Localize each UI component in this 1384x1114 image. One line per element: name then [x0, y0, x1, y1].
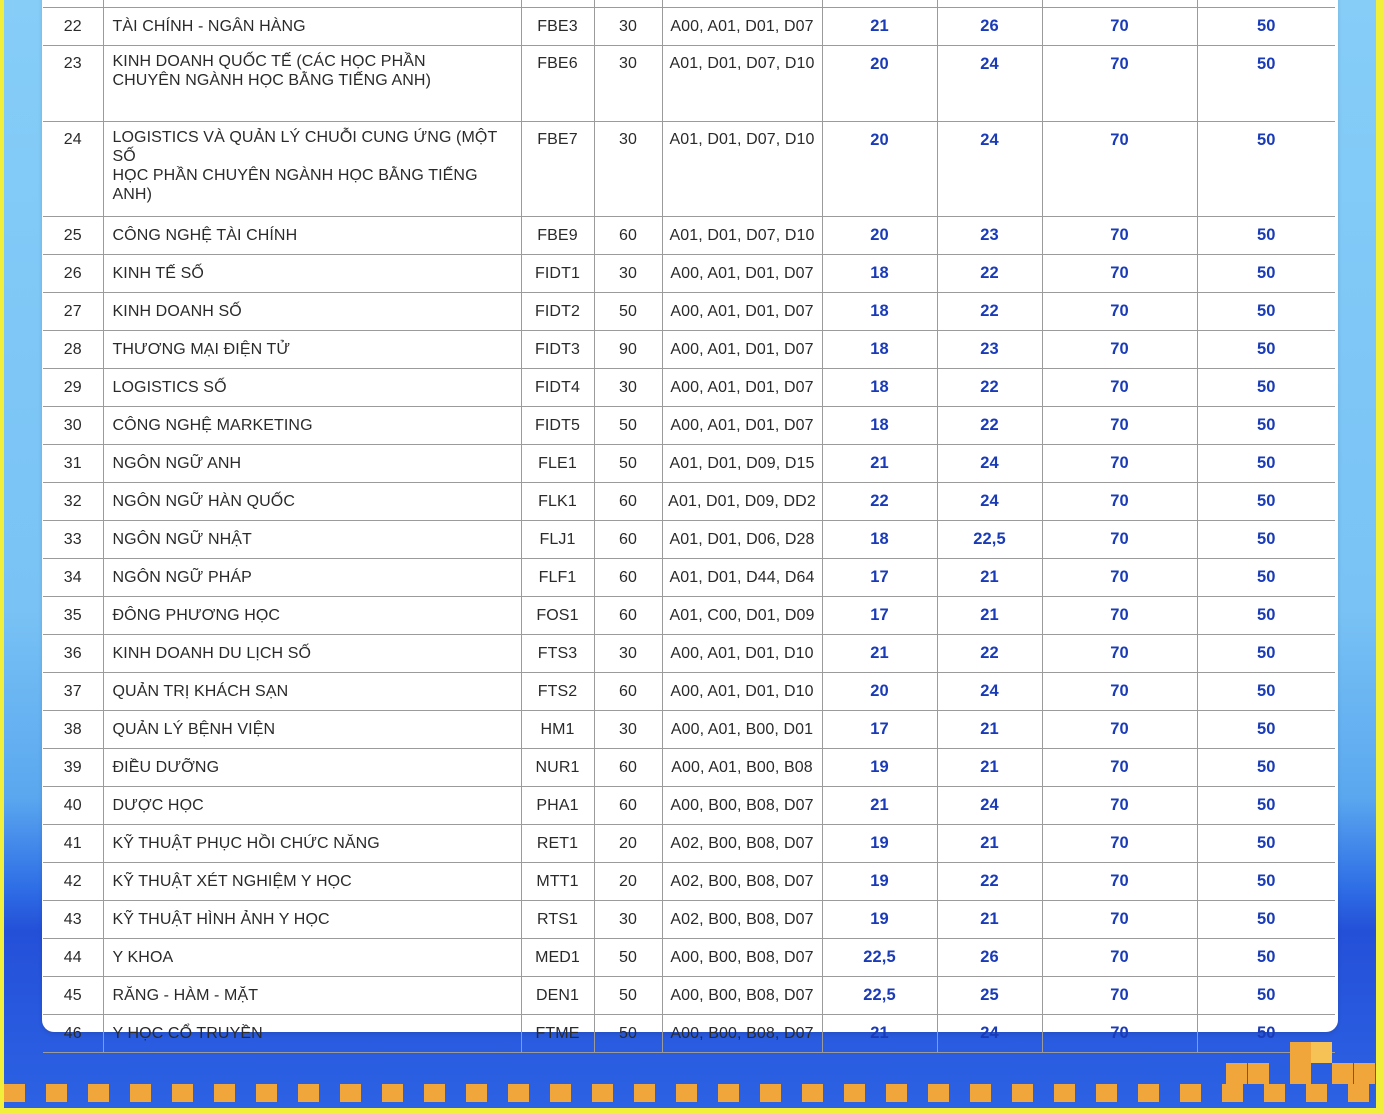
program-name-cell: [103, 255, 521, 293]
score-cell-2: 22: [937, 635, 1042, 673]
table-row-partial: [43, 0, 1335, 8]
score-cell-1: 19: [822, 863, 937, 901]
program-name-cell: [103, 521, 521, 559]
table-row: [43, 673, 1335, 711]
score-cell-4: 50: [1197, 521, 1335, 559]
score-cell-3: 70: [1042, 559, 1197, 597]
score-cell-4: 50: [1197, 597, 1335, 635]
admission-table-card: [42, 0, 1338, 1042]
score-cell-1: 21: [822, 1015, 937, 1053]
table-row: [43, 1015, 1335, 1053]
subject-combination-cell: A02, B00, B08, D07: [662, 901, 822, 939]
program-code-cell: FLJ1: [521, 521, 594, 559]
score-cell-3: 70: [1042, 977, 1197, 1015]
program-code-cell: RTS1: [521, 901, 594, 939]
row-number-cell: 26: [43, 255, 103, 293]
program-name-cell: [103, 597, 521, 635]
program-code-cell: HM1: [521, 711, 594, 749]
program-name-cell: [103, 8, 521, 46]
score-cell-2: 21: [937, 901, 1042, 939]
quota-cell: 50: [594, 977, 662, 1015]
score-cell-1: 17: [822, 559, 937, 597]
quota-cell: 60: [594, 673, 662, 711]
subject-combination-cell: A00, A01, D01, D07: [662, 255, 822, 293]
quota-cell: 60: [594, 597, 662, 635]
quota-cell: 60: [594, 787, 662, 825]
subject-combination-cell: A01, D01, D09, D15: [662, 445, 822, 483]
program-code-cell: FLE1: [521, 445, 594, 483]
table-row: [43, 939, 1335, 977]
score-cell-3: 70: [1042, 939, 1197, 977]
table-row: [43, 46, 1335, 122]
pixel-decoration: [1248, 1063, 1269, 1084]
program-name-cell: [103, 901, 521, 939]
program-code-cell: FTME: [521, 1015, 594, 1053]
subject-combination-cell: A00, A01, D01, D07: [662, 293, 822, 331]
score-cell-1: 21: [822, 635, 937, 673]
row-number-cell: 39: [43, 749, 103, 787]
score-cell-1: 22,5: [822, 977, 937, 1015]
table-row: [43, 597, 1335, 635]
program-name-cell: [103, 445, 521, 483]
program-name-line: NGÔN NGỮ HÀN QUỐC: [112, 493, 295, 510]
pixel-decoration: [1354, 1063, 1375, 1084]
score-cell-2: 24: [937, 483, 1042, 521]
quota-cell: 60: [594, 559, 662, 597]
program-code-cell: FIDT1: [521, 255, 594, 293]
score-cell-1: 20: [822, 122, 937, 217]
subject-combination-cell: A02, B00, B08, D07: [662, 863, 822, 901]
score-cell-2: 26: [937, 8, 1042, 46]
score-cell-3: 70: [1042, 749, 1197, 787]
score-cell-2: 24: [937, 1015, 1042, 1053]
row-number-cell: 31: [43, 445, 103, 483]
subject-combination-cell: A01, D01, D07, D10: [662, 122, 822, 217]
subject-combination-cell: A00, A01, D01, D10: [662, 673, 822, 711]
score-cell-4: 50: [1197, 939, 1335, 977]
subject-combination-cell: A02, B00, B08, D07: [662, 825, 822, 863]
program-name-cell: [103, 635, 521, 673]
table-row: [43, 217, 1335, 255]
table-row: [43, 635, 1335, 673]
row-number-cell: 25: [43, 217, 103, 255]
score-cell-2: 24: [937, 46, 1042, 122]
score-cell-4: 50: [1197, 217, 1335, 255]
row-number-cell: 37: [43, 673, 103, 711]
row-number-cell: 32: [43, 483, 103, 521]
table-row: [43, 8, 1335, 46]
program-code-cell: MED1: [521, 939, 594, 977]
program-name-line: KINH DOANH QUỐC TẾ (CÁC HỌC PHẦN: [112, 53, 426, 70]
quota-cell: 30: [594, 369, 662, 407]
program-name-line: KINH TẾ SỐ: [112, 265, 204, 282]
score-cell-1: 20: [822, 673, 937, 711]
program-code-cell: FIDT3: [521, 331, 594, 369]
program-name-line: Y KHOA: [112, 949, 174, 966]
score-cell-3: 70: [1042, 122, 1197, 217]
table-row: [43, 901, 1335, 939]
table-row: [43, 445, 1335, 483]
row-number-cell: 46: [43, 1015, 103, 1053]
program-code-cell: FIDT4: [521, 369, 594, 407]
score-cell-2: 22: [937, 369, 1042, 407]
row-number-cell: 23: [43, 46, 103, 122]
subject-combination-cell: A00, B00, B08, D07: [662, 1015, 822, 1053]
score-cell-4: 50: [1197, 293, 1335, 331]
program-name-line: LOGISTICS SỐ: [112, 379, 227, 396]
score-cell-3: 70: [1042, 711, 1197, 749]
program-name-line: CHUYÊN NGÀNH HỌC BẰNG TIẾNG ANH): [112, 72, 431, 89]
quota-cell: 30: [594, 46, 662, 122]
program-name-line: CÔNG NGHỆ MARKETING: [112, 417, 313, 434]
row-number-cell: 34: [43, 559, 103, 597]
score-cell-2: 21: [937, 597, 1042, 635]
quota-cell: 50: [594, 407, 662, 445]
program-name-line: QUẢN LÝ BỆNH VIỆN: [112, 721, 276, 738]
subject-combination-cell: A00, B00, B08, D07: [662, 939, 822, 977]
quota-cell: 90: [594, 331, 662, 369]
score-cell-1: 18: [822, 255, 937, 293]
pixel-border-strip: [4, 1084, 1376, 1102]
row-number-cell: 29: [43, 369, 103, 407]
subject-combination-cell: A00, A01, D01, D07: [662, 369, 822, 407]
table-row: [43, 293, 1335, 331]
score-cell-4: 50: [1197, 673, 1335, 711]
subject-combination-cell: A01, D01, D09, DD2: [662, 483, 822, 521]
row-number-cell: 38: [43, 711, 103, 749]
subject-combination-cell: A01, D01, D44, D64: [662, 559, 822, 597]
score-cell-4: 50: [1197, 559, 1335, 597]
program-name-line: Y HỌC CỔ TRUYỀN: [112, 1025, 263, 1042]
program-code-cell: FLK1: [521, 483, 594, 521]
program-code-cell: FBE7: [521, 122, 594, 217]
quota-cell: 30: [594, 8, 662, 46]
quota-cell: 60: [594, 521, 662, 559]
score-cell-2: 25: [937, 977, 1042, 1015]
program-code-cell: FBE9: [521, 217, 594, 255]
program-name-line: KINH DOANH DU LỊCH SỐ: [112, 645, 312, 662]
score-cell-3: 70: [1042, 863, 1197, 901]
row-number-cell: 22: [43, 8, 103, 46]
score-cell-4: 50: [1197, 331, 1335, 369]
score-cell-4: 50: [1197, 749, 1335, 787]
score-cell-4: 50: [1197, 8, 1335, 46]
pixel-decoration: [1290, 1042, 1311, 1063]
program-name-cell: [103, 559, 521, 597]
score-cell-1: 19: [822, 825, 937, 863]
pixel-decoration: [1332, 1063, 1353, 1084]
program-name-cell: [103, 825, 521, 863]
score-cell-4: 50: [1197, 255, 1335, 293]
score-cell-1: 18: [822, 521, 937, 559]
score-cell-2: 24: [937, 122, 1042, 217]
row-number-cell: 35: [43, 597, 103, 635]
row-number-cell: 40: [43, 787, 103, 825]
score-cell-3: 70: [1042, 597, 1197, 635]
pixel-decoration: [1226, 1063, 1247, 1084]
program-code-cell: DEN1: [521, 977, 594, 1015]
score-cell-4: 50: [1197, 369, 1335, 407]
program-name-line: THƯƠNG MẠI ĐIỆN TỬ: [112, 341, 291, 358]
table-row: [43, 407, 1335, 445]
table-row: [43, 483, 1335, 521]
subject-combination-cell: A00, A01, D01, D07: [662, 331, 822, 369]
table-row: [43, 122, 1335, 217]
program-name-cell: [103, 939, 521, 977]
row-number-cell: 41: [43, 825, 103, 863]
score-cell-1: 21: [822, 445, 937, 483]
pixel-decoration: [1290, 1063, 1311, 1084]
table-row: [43, 331, 1335, 369]
score-cell-3: 70: [1042, 255, 1197, 293]
quota-cell: 20: [594, 825, 662, 863]
subject-combination-cell: A00, A01, D01, D07: [662, 8, 822, 46]
score-cell-3: 70: [1042, 483, 1197, 521]
score-cell-3: 70: [1042, 369, 1197, 407]
program-name-cell: [103, 217, 521, 255]
program-name-line: DƯỢC HỌC: [112, 797, 204, 814]
score-cell-1: 19: [822, 749, 937, 787]
row-number-cell: 43: [43, 901, 103, 939]
table-row: [43, 559, 1335, 597]
quota-cell: 30: [594, 901, 662, 939]
score-cell-4: 50: [1197, 445, 1335, 483]
row-number-cell: 24: [43, 122, 103, 217]
score-cell-3: 70: [1042, 825, 1197, 863]
program-name-line: QUẢN TRỊ KHÁCH SẠN: [112, 683, 289, 700]
score-cell-1: 21: [822, 8, 937, 46]
pixel-decoration: [1311, 1042, 1332, 1063]
table-row: [43, 825, 1335, 863]
score-cell-4: 50: [1197, 977, 1335, 1015]
score-cell-4: 50: [1197, 46, 1335, 122]
score-cell-3: 70: [1042, 217, 1197, 255]
score-cell-1: 20: [822, 46, 937, 122]
program-name-line: HỌC PHẦN CHUYÊN NGÀNH HỌC BẰNG TIẾNG ANH): [112, 167, 478, 203]
program-code-cell: FTS2: [521, 673, 594, 711]
score-cell-2: 21: [937, 749, 1042, 787]
program-name-cell: [103, 331, 521, 369]
table-row: [43, 711, 1335, 749]
subject-combination-cell: A00, B00, B08, D07: [662, 977, 822, 1015]
program-name-cell: [103, 483, 521, 521]
score-cell-1: 22: [822, 483, 937, 521]
table-row: [43, 521, 1335, 559]
program-name-cell: [103, 407, 521, 445]
program-name-line: KỸ THUẬT HÌNH ẢNH Y HỌC: [112, 911, 330, 928]
program-code-cell: FLF1: [521, 559, 594, 597]
score-cell-2: 24: [937, 673, 1042, 711]
quota-cell: 60: [594, 749, 662, 787]
score-cell-4: 50: [1197, 787, 1335, 825]
quota-cell: 30: [594, 122, 662, 217]
admission-score-table: [43, 0, 1335, 1053]
program-code-cell: RET1: [521, 825, 594, 863]
score-cell-1: 19: [822, 901, 937, 939]
poster-background: [4, 0, 1376, 1108]
program-code-cell: MTT1: [521, 863, 594, 901]
subject-combination-cell: A00, A01, B00, B08: [662, 749, 822, 787]
quota-cell: 50: [594, 293, 662, 331]
score-cell-4: 50: [1197, 122, 1335, 217]
program-code-cell: FBE6: [521, 46, 594, 122]
score-cell-1: 20: [822, 217, 937, 255]
score-cell-2: 22: [937, 863, 1042, 901]
program-name-line: ĐÔNG PHƯƠNG HỌC: [112, 607, 281, 624]
program-code-cell: FTS3: [521, 635, 594, 673]
score-cell-2: 26: [937, 939, 1042, 977]
program-name-cell: [103, 293, 521, 331]
score-cell-1: 18: [822, 293, 937, 331]
subject-combination-cell: A00, B00, B08, D07: [662, 787, 822, 825]
quota-cell: 50: [594, 939, 662, 977]
subject-combination-cell: A00, A01, D01, D10: [662, 635, 822, 673]
table-row: [43, 977, 1335, 1015]
score-cell-1: 21: [822, 787, 937, 825]
score-cell-4: 50: [1197, 483, 1335, 521]
score-cell-3: 70: [1042, 1015, 1197, 1053]
table-body: [43, 0, 1335, 1053]
program-name-cell: [103, 863, 521, 901]
row-number-cell: 45: [43, 977, 103, 1015]
score-cell-3: 70: [1042, 8, 1197, 46]
score-cell-4: 50: [1197, 825, 1335, 863]
program-name-cell: [103, 122, 521, 217]
quota-cell: 60: [594, 217, 662, 255]
quota-cell: 30: [594, 711, 662, 749]
program-name-cell: [103, 369, 521, 407]
score-cell-1: 18: [822, 369, 937, 407]
program-name-line: NGÔN NGỮ NHẬT: [112, 531, 252, 548]
subject-combination-cell: A00, A01, D01, D07: [662, 407, 822, 445]
score-cell-3: 70: [1042, 46, 1197, 122]
score-cell-3: 70: [1042, 331, 1197, 369]
program-name-line: LOGISTICS VÀ QUẢN LÝ CHUỖI CUNG ỨNG (MỘT SỐ: [112, 129, 498, 165]
score-cell-3: 70: [1042, 407, 1197, 445]
score-cell-4: 50: [1197, 901, 1335, 939]
quota-cell: 50: [594, 445, 662, 483]
row-number-cell: 33: [43, 521, 103, 559]
score-cell-4: 50: [1197, 863, 1335, 901]
program-name-line: RĂNG - HÀM - MẶT: [112, 987, 259, 1004]
score-cell-2: 23: [937, 331, 1042, 369]
program-code-cell: NUR1: [521, 749, 594, 787]
program-name-cell: [103, 977, 521, 1015]
program-name-line: ĐIỀU DƯỠNG: [112, 759, 220, 776]
quota-cell: 30: [594, 635, 662, 673]
score-cell-3: 70: [1042, 901, 1197, 939]
program-name-line: KỸ THUẬT XÉT NGHIỆM Y HỌC: [112, 873, 352, 890]
row-number-cell: 30: [43, 407, 103, 445]
quota-cell: 50: [594, 1015, 662, 1053]
score-cell-4: 50: [1197, 407, 1335, 445]
score-cell-2: 22: [937, 255, 1042, 293]
score-cell-3: 70: [1042, 521, 1197, 559]
score-cell-2: 24: [937, 787, 1042, 825]
score-cell-2: 21: [937, 825, 1042, 863]
score-cell-1: 17: [822, 711, 937, 749]
table-row: [43, 863, 1335, 901]
table-row: [43, 255, 1335, 293]
score-cell-2: 22: [937, 407, 1042, 445]
score-cell-2: 21: [937, 711, 1042, 749]
table-row: [43, 749, 1335, 787]
program-name-cell: [103, 711, 521, 749]
program-name-line: NGÔN NGỮ ANH: [112, 455, 242, 472]
program-code-cell: FIDT5: [521, 407, 594, 445]
score-cell-3: 70: [1042, 445, 1197, 483]
row-number-cell: 28: [43, 331, 103, 369]
score-cell-4: 50: [1197, 635, 1335, 673]
score-cell-2: 22: [937, 293, 1042, 331]
program-name-line: NGÔN NGỮ PHÁP: [112, 569, 252, 586]
score-cell-2: 24: [937, 445, 1042, 483]
program-code-cell: FOS1: [521, 597, 594, 635]
subject-combination-cell: A01, D01, D06, D28: [662, 521, 822, 559]
score-cell-3: 70: [1042, 635, 1197, 673]
program-name-cell: [103, 1015, 521, 1053]
program-name-cell: [103, 673, 521, 711]
quota-cell: 60: [594, 483, 662, 521]
program-name-cell: [103, 749, 521, 787]
quota-cell: 30: [594, 255, 662, 293]
program-name-cell: [103, 787, 521, 825]
program-name-line: KINH DOANH SỐ: [112, 303, 242, 320]
score-cell-1: 22,5: [822, 939, 937, 977]
program-name-cell: [103, 46, 521, 122]
score-cell-3: 70: [1042, 787, 1197, 825]
row-number-cell: 27: [43, 293, 103, 331]
score-cell-3: 70: [1042, 673, 1197, 711]
subject-combination-cell: A01, D01, D07, D10: [662, 46, 822, 122]
program-name-line: CÔNG NGHỆ TÀI CHÍNH: [112, 227, 298, 244]
program-name-line: KỸ THUẬT PHỤC HỒI CHỨC NĂNG: [112, 835, 380, 852]
quota-cell: 20: [594, 863, 662, 901]
program-code-cell: FIDT2: [521, 293, 594, 331]
subject-combination-cell: A00, A01, B00, D01: [662, 711, 822, 749]
score-cell-2: 21: [937, 559, 1042, 597]
score-cell-4: 50: [1197, 1015, 1335, 1053]
score-cell-1: 18: [822, 331, 937, 369]
row-number-cell: 42: [43, 863, 103, 901]
score-cell-1: 18: [822, 407, 937, 445]
subject-combination-cell: A01, C00, D01, D09: [662, 597, 822, 635]
subject-combination-cell: A01, D01, D07, D10: [662, 217, 822, 255]
program-code-cell: PHA1: [521, 787, 594, 825]
table-row: [43, 369, 1335, 407]
score-cell-3: 70: [1042, 293, 1197, 331]
program-name-line: TÀI CHÍNH - NGÂN HÀNG: [112, 18, 306, 35]
score-cell-2: 23: [937, 217, 1042, 255]
row-number-cell: 44: [43, 939, 103, 977]
program-code-cell: FBE3: [521, 8, 594, 46]
score-cell-1: 17: [822, 597, 937, 635]
row-number-cell: 36: [43, 635, 103, 673]
score-cell-4: 50: [1197, 711, 1335, 749]
score-cell-2: 22,5: [937, 521, 1042, 559]
table-row: [43, 787, 1335, 825]
